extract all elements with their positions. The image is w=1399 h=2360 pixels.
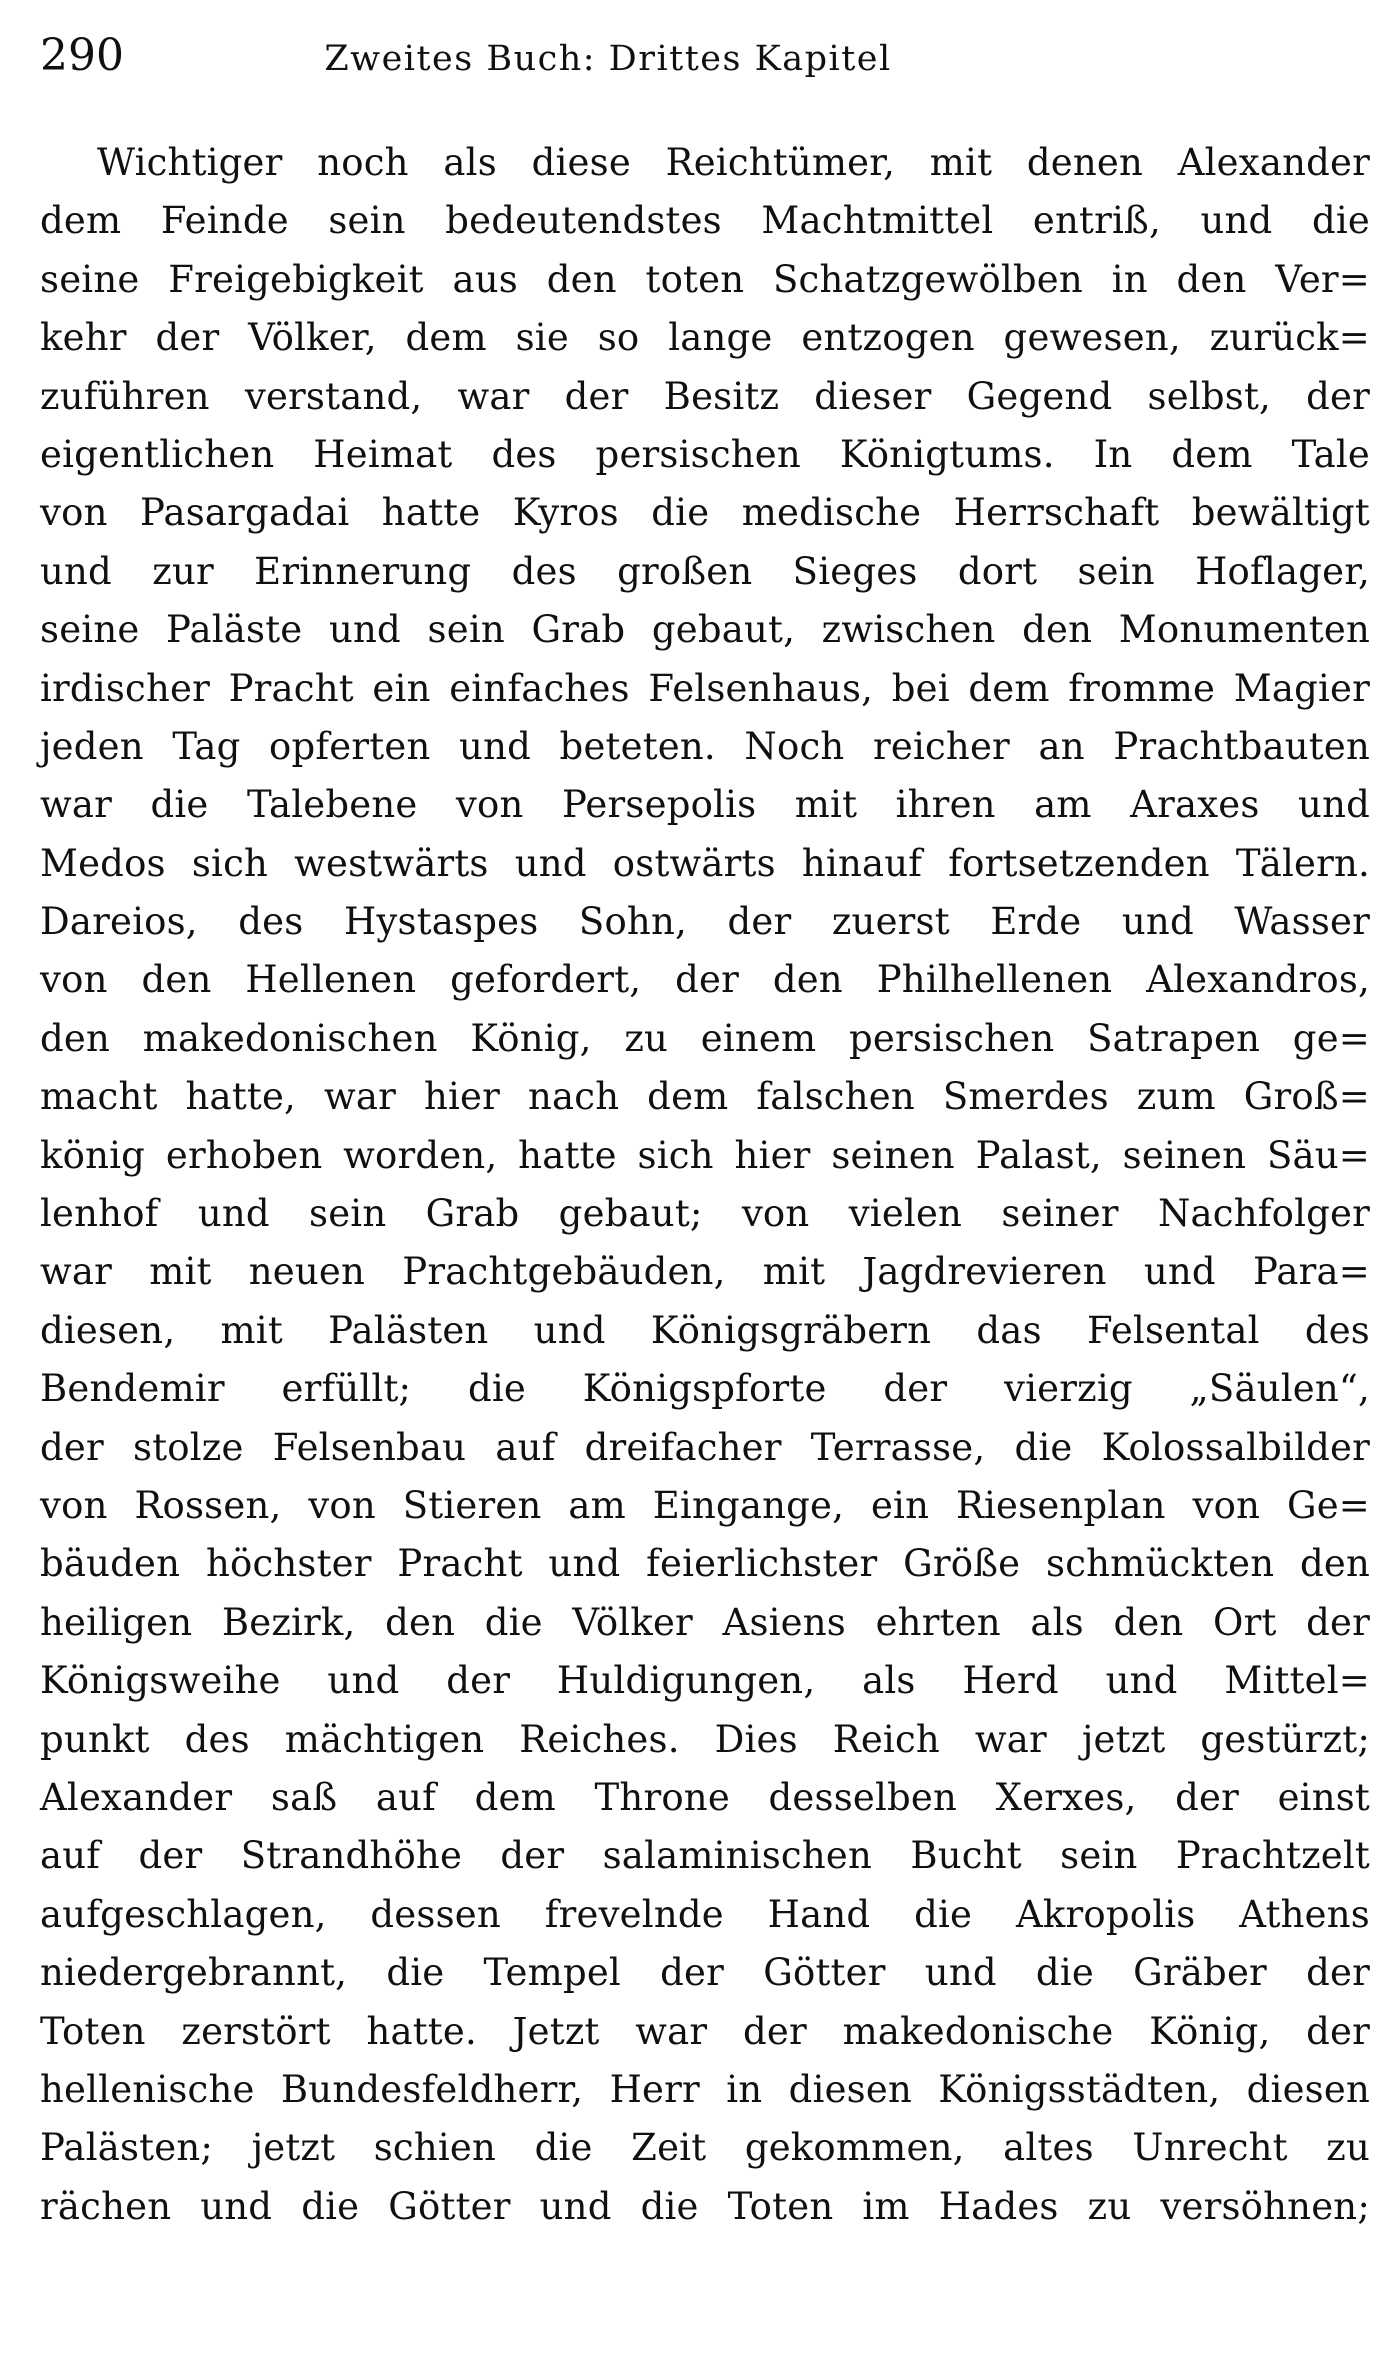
body-line: eigentlichen Heimat des persischen Königtums. In dem Tale: [40, 432, 1370, 476]
body-line: von Rossen, von Stieren am Eingange, ein Riesenplan von Ge=: [40, 1483, 1370, 1527]
body-line: niedergebrannt, die Tempel der Götter und die Gräber der: [40, 1951, 1370, 1995]
body-line: war die Talebene von Persepolis mit ihren am Araxes und: [40, 783, 1370, 827]
body-text: [40, 134, 1370, 2236]
body-line: Toten zerstört hatte. Jetzt war der makedonische König, der: [40, 2009, 1370, 2053]
body-line: war mit neuen Prachtgebäuden, mit Jagdrevieren und Para=: [40, 1250, 1370, 1294]
body-line: rächen und die Götter und die Toten im Hades zu versöhnen;: [40, 2184, 1370, 2228]
body-line: Königsweihe und der Huldigungen, als Herd und Mittel=: [40, 1659, 1370, 1703]
body-line: Medos sich westwärts und ostwärts hinauf fortsetzenden Tälern.: [40, 841, 1370, 885]
body-line: aufgeschlagen, dessen frevelnde Hand die Akropolis Athens: [40, 1892, 1370, 1936]
body-line: bäuden höchster Pracht und feierlichster Größe schmückten den: [40, 1542, 1370, 1586]
body-line: zuführen verstand, war der Besitz dieser Gegend selbst, der: [40, 374, 1370, 418]
body-line: und zur Erinnerung des großen Sieges dort sein Hoflager,: [40, 549, 1370, 593]
body-line: Bendemir erfüllt; die Königspforte der vierzig „Säulen“,: [40, 1367, 1370, 1411]
body-line: seine Paläste und sein Grab gebaut, zwischen den Monumenten: [40, 608, 1370, 652]
body-line: den makedonischen König, zu einem persischen Satrapen ge=: [40, 1016, 1370, 1060]
body-line: hellenische Bundesfeldherr, Herr in diesen Königsstädten, diesen: [40, 2067, 1370, 2111]
body-line: kehr der Völker, dem sie so lange entzogen gewesen, zurück=: [40, 316, 1370, 360]
body-line: Dareios, des Hystaspes Sohn, der zuerst Erde und Wasser: [40, 900, 1370, 944]
body-line: könig erhoben worden, hatte sich hier seinen Palast, seinen Säu=: [40, 1133, 1370, 1177]
body-line: von Pasargadai hatte Kyros die medische Herrschaft bewältigt: [40, 491, 1370, 535]
body-line: Palästen; jetzt schien die Zeit gekommen, altes Unrecht zu: [40, 2126, 1370, 2170]
body-line: irdischer Pracht ein einfaches Felsenhaus, bei dem fromme Magier: [40, 666, 1370, 710]
body-line: jeden Tag opferten und beteten. Noch reicher an Prachtbauten: [40, 724, 1370, 768]
body-line: auf der Strandhöhe der salaminischen Bucht sein Prachtzelt: [40, 1834, 1370, 1878]
body-line: heiligen Bezirk, den die Völker Asiens ehrten als den Ort der: [40, 1600, 1370, 1644]
body-line: macht hatte, war hier nach dem falschen Smerdes zum Groß=: [40, 1075, 1370, 1119]
body-line: Wichtiger noch als diese Reichtümer, mit denen Alexander: [97, 141, 1370, 184]
body-line: der stolze Felsenbau auf dreifacher Terrasse, die Kolossalbilder: [40, 1425, 1370, 1469]
body-line: Alexander saß auf dem Throne desselben Xerxes, der einst: [40, 1775, 1370, 1819]
running-header: Zweites Buch: Drittes Kapitel: [324, 39, 892, 79]
body-line: lenhof und sein Grab gebaut; von vielen seiner Nachfolger: [40, 1192, 1370, 1236]
body-line: von den Hellenen gefordert, der den Philhellenen Alexandros,: [40, 958, 1370, 1002]
body-line: seine Freigebigkeit aus den toten Schatzgewölben in den Ver=: [40, 257, 1370, 301]
body-line: punkt des mächtigen Reiches. Dies Reich war jetzt gestürzt;: [40, 1717, 1370, 1761]
body-line: dem Feinde sein bedeutendstes Machtmittel entriß, und die: [40, 199, 1370, 243]
body-line: diesen, mit Palästen und Königsgräbern das Felsental des: [40, 1308, 1370, 1352]
page-number: 290: [40, 30, 124, 81]
